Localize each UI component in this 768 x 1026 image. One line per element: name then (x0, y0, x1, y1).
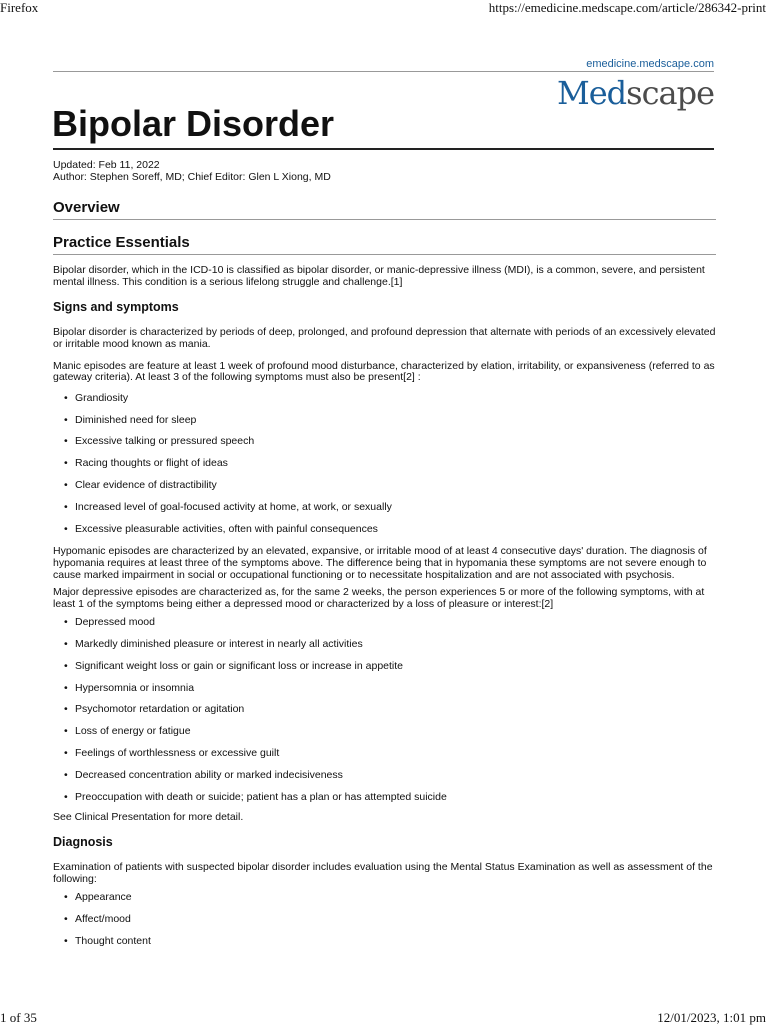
diagnosis-heading: Diagnosis (53, 835, 113, 850)
practice-heading: Practice Essentials (53, 234, 190, 252)
updated-date: Updated: Feb 11, 2022 (53, 159, 160, 171)
signs-paragraph-1: Bipolar disorder is characterized by periods of deep, prolonged, and profound depression that alternate with periods of an excessively elevated or irritable mood known as mania. (53, 326, 716, 350)
title-divider (53, 148, 714, 150)
depressive-paragraph: Major depressive episodes are characterized as, for the same 2 weeks, the person experiences 5 or more of the following symptoms, with at least 1 of the symptoms being either a depressed mood or characterized by a loss of pleasure or interest:[2] (53, 586, 705, 610)
see-clinical-link[interactable]: See Clinical Presentation for more detail. (53, 811, 244, 824)
overview-divider (53, 219, 716, 220)
list-item: • Depressed mood (75, 612, 716, 634)
list-item: • Diminished need for sleep (75, 410, 716, 432)
list-item: • Racing thoughts or flight of ideas (75, 453, 716, 475)
list-item: • Clear evidence of distractibility (75, 475, 716, 497)
print-footer-page-count: 1 of 35 (0, 1010, 37, 1025)
list-item: • Markedly diminished pleasure or interest in nearly all activities (75, 634, 716, 656)
article-title: Bipolar Disorder (52, 103, 335, 144)
site-link[interactable]: emedicine.medscape.com (586, 58, 714, 70)
list-item: • Feelings of worthlessness or excessive guilt (75, 743, 716, 765)
list-item: • Decreased concentration ability or marked indecisiveness (75, 765, 716, 787)
hypomanic-paragraph: Hypomanic episodes are characterized by an elevated, expansive, or irritable mood of at least 4 consecutive days' duration. The diagnosis of hypomania requires at least three of the symptoms above. The difference being that in hypomania these symptoms are not severe enough to cause marked impairment in social or occupational functioning or to necessitate hospitalization and are not associated with psychosis. (53, 545, 707, 581)
list-item: • Excessive talking or pressured speech (75, 431, 716, 453)
diagnosis-paragraph: Examination of patients with suspected bipolar disorder includes evaluation using the Mental Status Examination as well as assessment of the following: (53, 861, 713, 885)
list-item: • Psychomotor retardation or agitation (75, 699, 716, 721)
list-item: • Thought content (75, 931, 716, 953)
list-item: • Increased level of goal-focused activity at home, at work, or sexually (75, 497, 716, 519)
practice-section (53, 234, 716, 255)
list-item: • Preoccupation with death or suicide; patient has a plan or has attempted suicide (75, 787, 716, 809)
list-item: • Appearance (75, 887, 716, 909)
article-body (53, 160, 716, 953)
print-header-browser: Firefox (0, 0, 39, 15)
author-line: Author: Stephen Soreff, MD; Chief Editor: Glen L Xiong, MD (53, 170, 331, 183)
diagnosis-list (53, 887, 716, 952)
overview-heading: Overview (53, 199, 120, 217)
list-item: • Significant weight loss or gain or significant loss or increase in appetite (75, 656, 716, 678)
intro-paragraph: Bipolar disorder, which in the ICD-10 is classified as bipolar disorder, or manic-depressive illness (MDI), is a common, severe, and persistent mental illness. This condition is a serious lifelong struggle and challenge.[1] (53, 264, 705, 288)
depressive-symptom-list (53, 612, 716, 808)
list-item: • Affect/mood (75, 909, 716, 931)
manic-symptom-list (53, 388, 716, 541)
list-item: • Loss of energy or fatigue (75, 721, 716, 743)
signs-heading: Signs and symptoms (53, 300, 179, 315)
list-item: • Grandiosity (75, 388, 716, 410)
print-footer-datetime: 12/01/2023, 1:01 pm (657, 1010, 766, 1025)
medscape-logo: Medscape (556, 74, 714, 112)
list-item: • Hypersomnia or insomnia (75, 678, 716, 700)
overview-section (53, 199, 716, 220)
signs-paragraph-2: Manic episodes are feature at least 1 week of profound mood disturbance, characterized by elation, irritability, or expansiveness (referred to as gateway criteria). At least 3 of the following symptoms must also be present[2] : (53, 359, 715, 384)
header-divider (53, 71, 714, 72)
practice-divider (53, 254, 716, 255)
print-header-url: https://emedicine.medscape.com/article/286342-print (488, 0, 766, 15)
list-item: • Excessive pleasurable activities, often with painful consequences (75, 519, 716, 541)
